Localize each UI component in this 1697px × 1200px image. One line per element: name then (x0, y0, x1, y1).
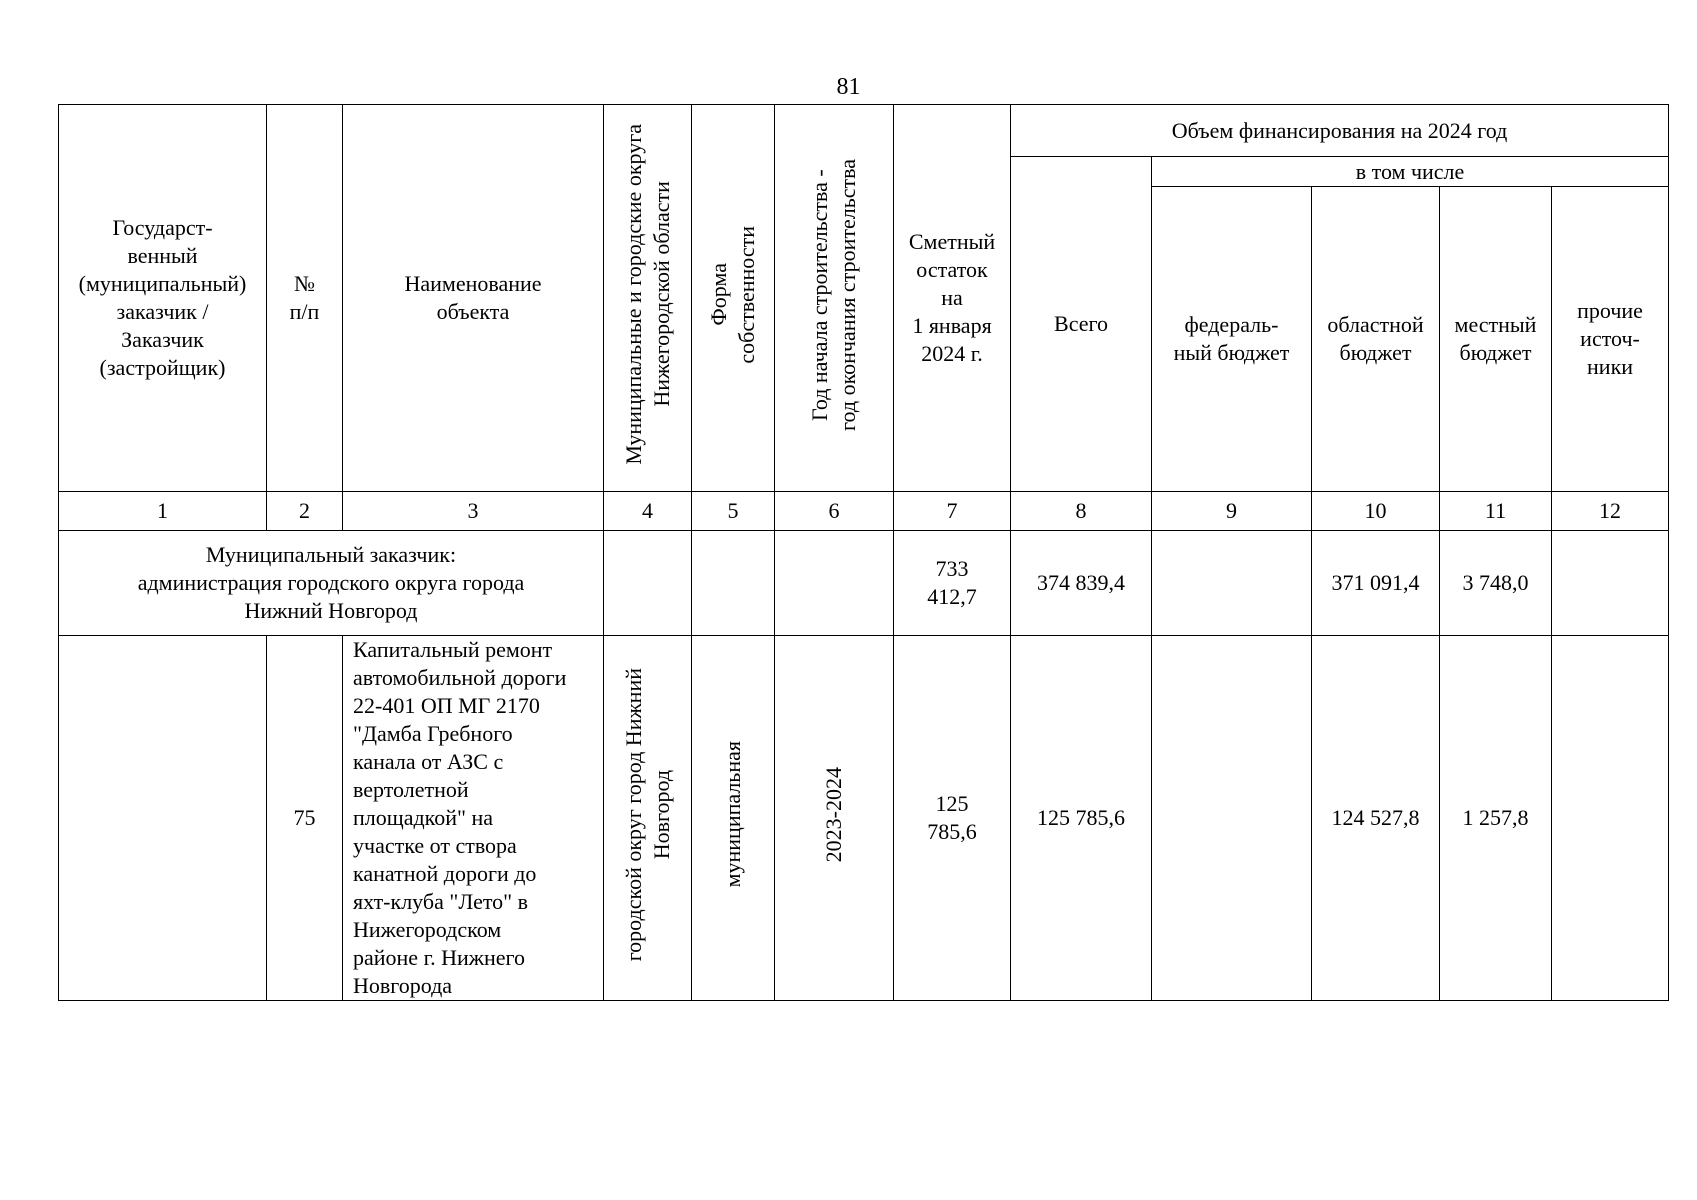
header-municipalities-text: Муниципальные и городские округа Нижегородской области (620, 124, 674, 465)
row-local: 1 257,8 (1440, 636, 1552, 1001)
header-ownership-text: Форма собственности (706, 225, 759, 364)
column-number: 11 (1440, 492, 1552, 531)
header-years (775, 105, 894, 492)
summary-other (1552, 531, 1669, 636)
summary-federal (1152, 531, 1312, 636)
header-number: № п/п (267, 105, 343, 492)
row-other (1552, 636, 1669, 1001)
summary-row (59, 531, 1669, 636)
header-including: в том числе (1152, 157, 1669, 187)
column-number-row (59, 492, 1669, 531)
row-federal (1152, 636, 1312, 1001)
row-total: 125 785,6 (1011, 636, 1152, 1001)
header-financing: Объем финансирования на 2024 год (1011, 105, 1669, 157)
summary-remaining: 733 412,7 (894, 531, 1011, 636)
row-municipality-text: городской округ город Нижний Новгород (620, 667, 674, 962)
header-customer: Государст- венный (муниципальный) заказчик / Заказчик (застройщик) (59, 105, 267, 492)
row-years-text: 2023-2024 (821, 766, 846, 863)
header-local: местный бюджет (1440, 187, 1552, 492)
row-customer (59, 636, 267, 1001)
row-number: 75 (267, 636, 343, 1001)
summary-regional: 371 091,4 (1312, 531, 1440, 636)
row-remaining: 125 785,6 (894, 636, 1011, 1001)
header-remaining: Сметный остаток на 1 января 2024 г. (894, 105, 1011, 492)
summary-customer: Муниципальный заказчик: администрация городского округа города Нижний Новгород (59, 531, 604, 636)
header-row-1 (59, 105, 1669, 157)
column-number: 4 (604, 492, 692, 531)
row-years (775, 636, 894, 1001)
column-number: 6 (775, 492, 894, 531)
column-number: 12 (1552, 492, 1669, 531)
page-number: 81 (836, 74, 861, 100)
summary-municipality (604, 531, 692, 636)
summary-total: 374 839,4 (1011, 531, 1152, 636)
column-number: 2 (267, 492, 343, 531)
header-ownership (692, 105, 775, 492)
column-number: 9 (1152, 492, 1312, 531)
summary-ownership (692, 531, 775, 636)
column-number: 7 (894, 492, 1011, 531)
table-row (59, 636, 1669, 1001)
column-number: 3 (343, 492, 604, 531)
row-object-name: Капитальный ремонт автомобильной дороги 22-401 ОП МГ 2170 "Дамба Гребного канала от АЗС с вертолетной площадкой" на участке от створа канатной дороги до яхт-клуба "Лето" в Нижегородском районе г. Нижнего Новгорода (343, 636, 604, 1001)
row-ownership-text: муниципальная (720, 741, 745, 888)
header-regional: областной бюджет (1312, 187, 1440, 492)
summary-local: 3 748,0 (1440, 531, 1552, 636)
summary-years (775, 531, 894, 636)
header-other: прочие источ- ники (1552, 187, 1669, 492)
row-regional: 124 527,8 (1312, 636, 1440, 1001)
column-number: 8 (1011, 492, 1152, 531)
column-number: 5 (692, 492, 775, 531)
header-years-text: Год начала строительства - год окончания строительства (807, 158, 860, 431)
row-ownership (692, 636, 775, 1001)
header-municipalities (604, 105, 692, 492)
column-number: 1 (59, 492, 267, 531)
column-number: 10 (1312, 492, 1440, 531)
financing-table (58, 104, 1669, 1001)
row-municipality (604, 636, 692, 1001)
header-object-name: Наименование объекта (343, 105, 604, 492)
header-federal: федераль- ный бюджет (1152, 187, 1312, 492)
header-total: Всего (1011, 157, 1152, 492)
